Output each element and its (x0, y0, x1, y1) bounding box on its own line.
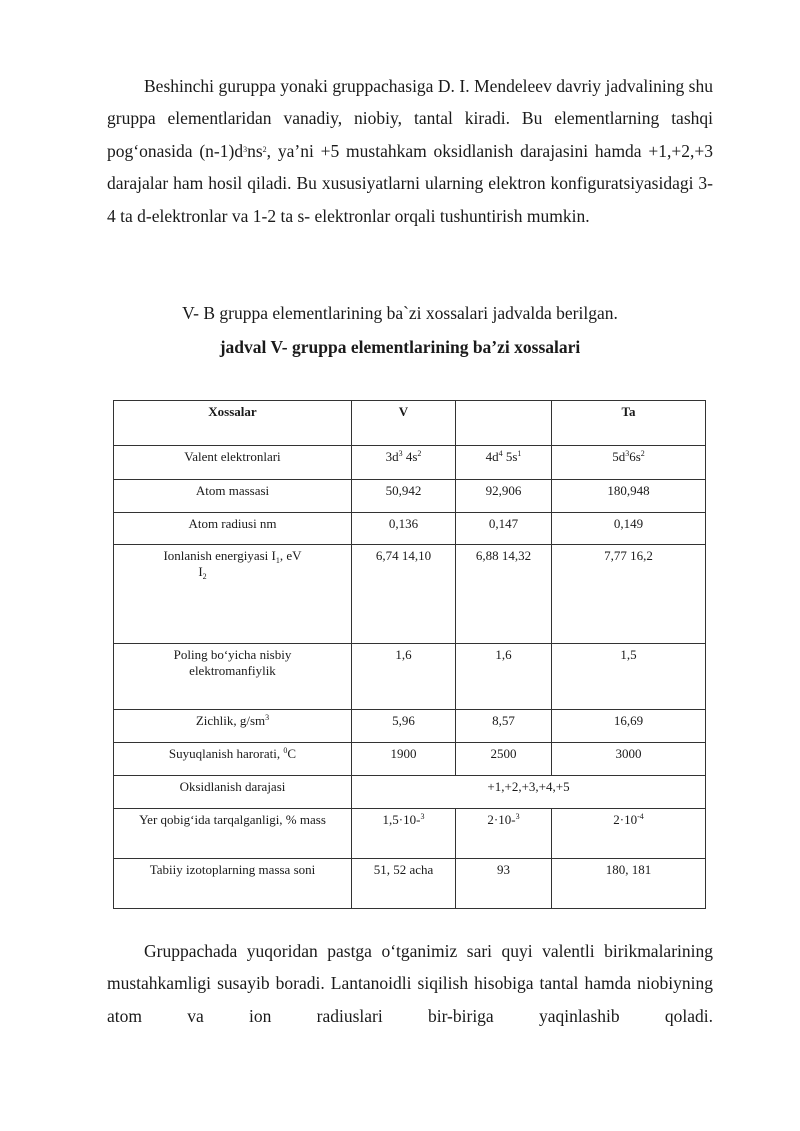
intro-paragraph (107, 70, 713, 232)
cell-ta: 0,149 (552, 513, 706, 545)
row-label: Yer qobig‘ida tarqalganligi, % mass (114, 809, 352, 859)
cell-v: 51, 52 acha (352, 859, 456, 909)
row-label: Ionlanish energiyasi $I_1$, eV $I_2$ (114, 545, 352, 644)
table-row (114, 710, 706, 743)
table-row (114, 545, 706, 644)
cell-v: 1900 (352, 743, 456, 776)
row-label: Zichlik, $g/sm^3$ (114, 710, 352, 743)
table-row (114, 859, 706, 909)
row-label: Atom radiusi nm (114, 513, 352, 545)
properties-table (113, 400, 706, 909)
table-row (114, 809, 706, 859)
cell-nb: 1,6 (456, 644, 552, 710)
cell-nb: 0,147 (456, 513, 552, 545)
intro-superscript-b: 2 (262, 144, 267, 154)
cell-ta: 7,77 16,2 (552, 545, 706, 644)
cell-nb: 2·10-$^3$ (456, 809, 552, 859)
cell-v: $3d^3$ $4s^2$ (352, 446, 456, 480)
cell-v: 6,74 14,10 (352, 545, 456, 644)
closing-text: Gruppachada yuqoridan pastga o‘tganimiz sari quyi valentli birikmalarining mustahkamligi susayib boradi. Lantanoidli siqilish hisobiga tantal hamda niobiyning atom va ion radiuslari bir-biriga yaqinlashib qoladi. (107, 941, 713, 1026)
cell-ta: 3000 (552, 743, 706, 776)
row-label: Suyuqlanish harorati, $^0$C (114, 743, 352, 776)
cell-nb: 8,57 (456, 710, 552, 743)
cell-nb: 92,906 (456, 480, 552, 513)
row-label: Poling bo‘yicha nisbiy elektromanfiylik (114, 644, 352, 710)
cell-nb: 93 (456, 859, 552, 909)
cell-nb: 6,88 14,32 (456, 545, 552, 644)
intro-superscript-a: 3 (243, 144, 248, 154)
table-row (114, 776, 706, 809)
cell-v: 1,5·10-$^3$ (352, 809, 456, 859)
cell-v: 5,96 (352, 710, 456, 743)
header-col-ta: Ta (552, 401, 706, 446)
intro-text-part-b: ns (247, 140, 263, 161)
table-title: jadval V- gruppa elementlarining ba’zi xossalari (219, 337, 581, 357)
intro-text-part-a: Beshinchi guruppa yonaki gruppachasiga D. I. Mendeleev davriy jadvalining shu gruppa elementlaridan vanadiy, niobiy, tantal kiradi. Bu elementlarning tashqi pog‘onasida (n-1)d (107, 76, 713, 161)
row-label: Oksidlanish darajasi (114, 776, 352, 809)
cell-v: 1,6 (352, 644, 456, 710)
cell-ta: 1,5 (552, 644, 706, 710)
table-row (114, 480, 706, 513)
cell-nb: $4d^4$ $5s^1$ (456, 446, 552, 480)
cell-v: 50,942 (352, 480, 456, 513)
closing-paragraph (107, 935, 713, 1032)
table-header-row (114, 401, 706, 446)
cell-ta: $2\cdot 10^{-4}$ (552, 809, 706, 859)
cell-ta: 180,948 (552, 480, 706, 513)
table-row (114, 513, 706, 545)
cell-merged: +1,+2,+3,+4,+5 (352, 776, 706, 809)
table-caption: V- B gruppa elementlarining ba`zi xossalari jadvalda berilgan. (182, 303, 618, 323)
table-row (114, 644, 706, 710)
intro-text-part-c: , ya’ni +5 mustahkam oksidlanish darajasini hamda +1,+2,+3 darajalar ham hosil qiladi. Bu xususiyatlarni ularning elektron konfiguratsiyasidagi 3-4 ta d-elektronlar va 1-2 ta s- elektronlar orqali tushuntirish mumkin. (107, 140, 713, 226)
cell-nb: 2500 (456, 743, 552, 776)
header-col-nb (456, 401, 552, 446)
header-property: Xossalar (114, 401, 352, 446)
cell-ta: $5d^36s^2$ (552, 446, 706, 480)
header-col-v: V (352, 401, 456, 446)
row-label: Atom massasi (114, 480, 352, 513)
row-label: Valent elektronlari (114, 446, 352, 480)
table-row (114, 446, 706, 480)
cell-ta: 16,69 (552, 710, 706, 743)
row-label: Tabiiy izotoplarning massa soni (114, 859, 352, 909)
cell-v: 0,136 (352, 513, 456, 545)
table-row (114, 743, 706, 776)
cell-ta: 180, 181 (552, 859, 706, 909)
